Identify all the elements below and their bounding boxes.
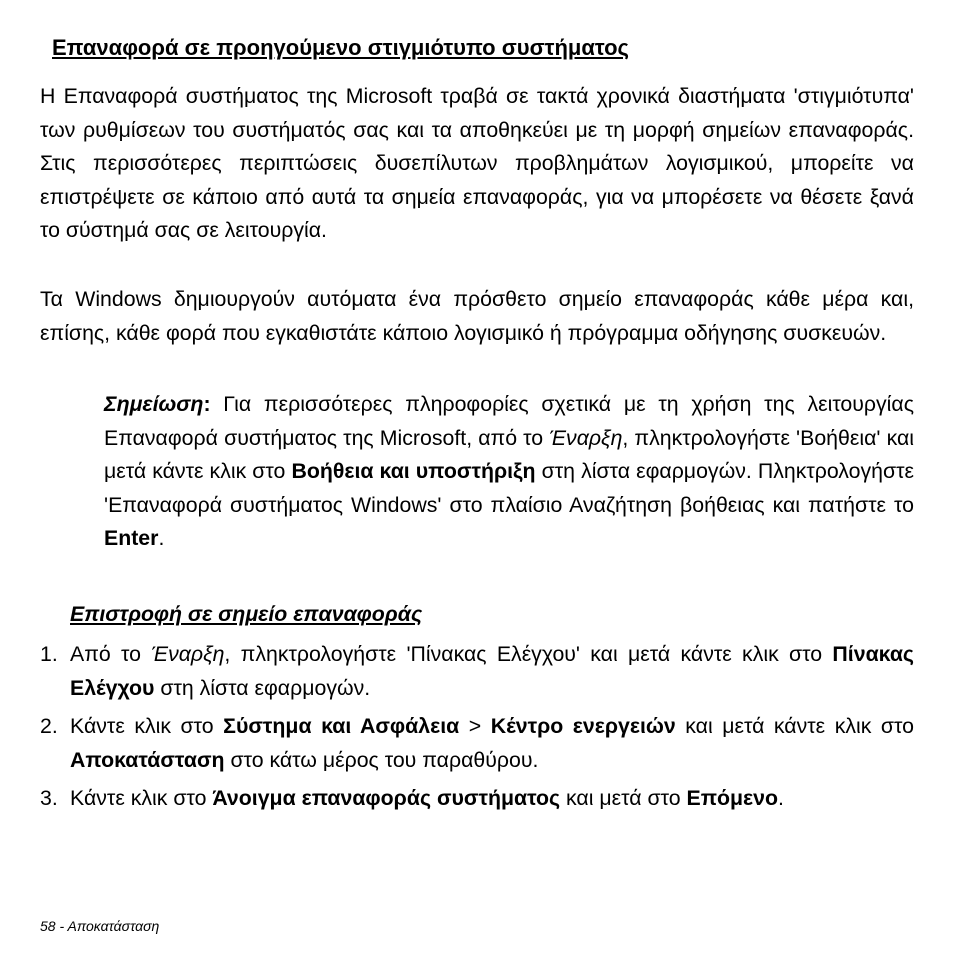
windows-restore-paragraph: Τα Windows δημιουργούν αυτόματα ένα πρόσθετο σημείο επαναφοράς κάθε μέρα και, επίσης, κάθε φορά που εγκαθιστάτε κάποιο λογισμικό ή πρόγραμμα οδήγησης συσκευών. <box>40 287 914 345</box>
step-text: Από το <box>70 642 152 666</box>
step-action-center-term: Κέντρο ενεργειών <box>490 714 676 738</box>
step-number: 2. <box>40 714 58 738</box>
step-text: . <box>778 786 784 810</box>
step-text: > <box>459 714 491 738</box>
step-text: και μετά κάντε κλικ στο <box>675 714 914 738</box>
step-next-term: Επόμενο <box>686 786 779 810</box>
subsection-heading: Επιστροφή σε σημείο επαναφοράς <box>70 602 423 626</box>
step-text: Κάντε κλικ στο <box>70 714 224 738</box>
note-colon: : <box>203 392 211 416</box>
step-recovery-term: Αποκατάσταση <box>70 747 225 772</box>
note-enter-term: Enter <box>104 526 159 550</box>
step-text: , πληκτρολογήστε 'Πίνακας Ελέγχου' και μετά κάντε κλικ στο <box>224 642 833 666</box>
step-number: 1. <box>40 642 58 666</box>
step-number: 3. <box>40 786 58 810</box>
step-text: Κάντε κλικ στο <box>70 786 213 810</box>
section-heading: Επαναφορά σε προηγούμενο στιγμιότυπο συστήματος <box>52 35 629 60</box>
intro-paragraph: Η Επαναφορά συστήματος της Microsoft τραβά σε τακτά χρονικά διαστήματα 'στιγμιότυπα' των ρυθμίσεων του συστήματός σας και τα αποθηκεύει με τη μορφή σημείων επαναφοράς. Στις περισσότερες περιπτώσεις δυσεπίλυτων προβλημάτων λογισμικού, μπορείτε να επιστρέψετε σε κάποιο από αυτά τα σημεία επαναφοράς, για να μπορέσετε να θέσετε ξανά το σύστημά σας σε λειτουργία. <box>40 84 914 242</box>
step-system-security-term: Σύστημα και Ασφάλεια <box>223 714 460 738</box>
note-text: . <box>158 526 165 550</box>
note-block <box>104 388 914 556</box>
note-help-term: Βοήθεια και υποστήριξη <box>291 459 536 483</box>
steps-list <box>40 638 914 816</box>
list-item <box>40 710 914 777</box>
step-control-panel-term: Πίνακας Ελέγχου <box>70 642 914 700</box>
list-item <box>40 638 914 705</box>
note-start-term: Έναρξη <box>549 425 623 450</box>
step-start-term: Έναρξη <box>151 642 225 666</box>
note-text: στη λίστα εφαρμογών. Πληκτρολογήστε 'Επαναφορά συστήματος Windows' στο πλαίσιο Αναζήτηση βοήθειας και πατήστε το <box>104 459 915 517</box>
note-text: , πληκτρολογήστε 'Βοήθεια' και μετά κάντε κλικ στο <box>104 425 915 483</box>
list-item <box>40 782 914 816</box>
step-open-restore-term: Άνοιγμα επαναφοράς συστήματος <box>212 786 561 810</box>
step-text: στη λίστα εφαρμογών. <box>154 675 371 700</box>
note-label: Σημείωση <box>104 392 204 416</box>
step-text: και μετά στο <box>560 786 687 810</box>
note-text: Για περισσότερες πληροφορίες σχετικά με τη χρήση της λειτουργίας Επαναφορά συστήματος της Microsoft, από το <box>104 392 914 450</box>
page-footer: 58 - Αποκατάσταση <box>40 918 160 934</box>
step-text: στο κάτω μέρος του παραθύρου. <box>224 747 539 772</box>
